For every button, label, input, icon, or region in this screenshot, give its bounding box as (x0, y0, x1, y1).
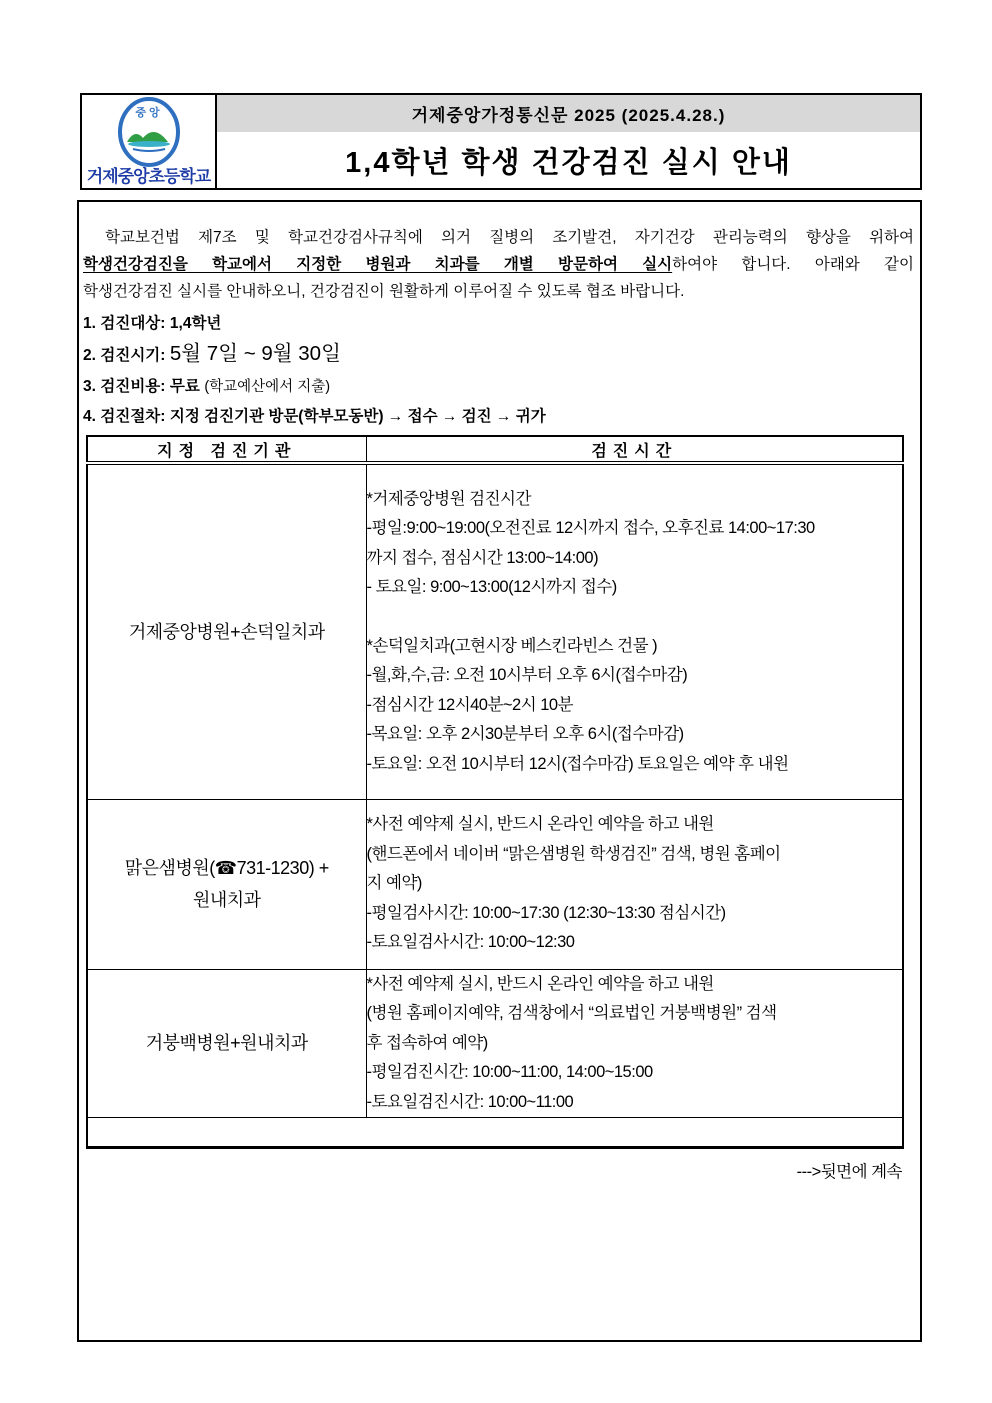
clinic-row (87, 799, 903, 969)
clinic-hours-line: -월,화,수,금: 오전 10시부터 오후 6시(접수마감) (366, 666, 688, 684)
newsletter-line: 거제중앙가정통신문 2025 (2025.4.28.) (217, 95, 920, 132)
item-label: 검진절차: (100, 408, 166, 425)
info-item (83, 309, 916, 338)
intro-line (83, 224, 914, 251)
intro-paragraph (83, 224, 914, 305)
intro-line (83, 251, 914, 278)
item-value: 1,4학년 (169, 315, 222, 332)
item-label: 검진대상: (100, 315, 166, 332)
item-number: 4. (83, 408, 96, 425)
clinic-row (87, 463, 903, 799)
item-value: 5월 7일 ~ 9월 30일 (169, 342, 341, 365)
clinic-hours-line: -평일검사시간: 10:00~17:30 (12:30~13:30 점심시간) (366, 903, 726, 922)
intro-line (83, 278, 914, 305)
intro-text: 학생건강검진 실시를 안내하오니, 건강검진이 원활하게 이루어질 수 있도록 협조 바랍니다. (83, 283, 685, 300)
clinic-hours-line: (병원 홈페이지예약, 검색창에서 “의료법인 거붕백병원” 검색 (366, 1004, 777, 1022)
clinic-hours-line: 지 예약) (366, 874, 422, 893)
header (80, 93, 922, 190)
school-name: 거제중앙초등학교 (86, 167, 211, 186)
clinic-hours-line: -토요일검진시간: 10:00~11:00 (366, 1092, 574, 1111)
page-title: 1,4학년 학생 건강검진 실시 안내 (345, 146, 792, 179)
clinic-hours-line: *손덕일치과(고현시장 베스킨라빈스 건물 ) (366, 636, 658, 655)
item-value: 지정 검진기관 방문(학부모동반) → 접수 → 검진 → 귀가 (169, 408, 546, 425)
intro-text: 하여야 합니다. 아래와 같이 (672, 256, 914, 273)
clinic-name-line: 거붕백병원+원내치과 (145, 1033, 308, 1054)
clinic-hours-cell (366, 463, 903, 799)
school-logo-icon (113, 97, 185, 167)
clinic-hours-line: 까지 접수, 점심시간 13:00~14:00) (366, 548, 599, 567)
clinic-row (87, 969, 903, 1118)
intro-text: 학교보건법 제7조 및 학교건강검사규칙에 의거 질병의 조기발견, 자기건강 관리능력의 향상을 위하여 (105, 229, 914, 246)
clinic-hours-line: -목요일: 오후 2시30분부터 오후 6시(접수마감) (366, 725, 684, 743)
clinic-name-cell (87, 799, 366, 969)
item-label: 검진시기: (100, 347, 166, 364)
clinic-hours-line: *거제중앙병원 검진시간 (366, 489, 531, 508)
clinic-name-cell (87, 463, 366, 799)
clinic-hours-line: -토요일: 오전 10시부터 12시(접수마감) 토요일은 예약 후 내원 (366, 754, 789, 773)
item-value: 무료 (169, 378, 200, 395)
col-header-clinic: 지정 검진기관 (87, 436, 366, 463)
content-box (77, 200, 922, 1342)
item-note: (학교예산에서 지출) (204, 379, 331, 395)
item-number: 3. (83, 378, 96, 395)
clinic-hours-line: - 토요일: 9:00~13:00(12시까지 접수) (366, 578, 617, 596)
item-label: 검진비용: (100, 378, 166, 395)
info-list (83, 309, 916, 431)
info-item (83, 402, 916, 431)
item-number: 1. (83, 315, 96, 332)
empty-row (87, 1118, 903, 1148)
clinic-hours-cell (366, 969, 903, 1118)
item-number: 2. (83, 347, 96, 364)
clinic-table (86, 435, 904, 1149)
clinic-table-header-row (87, 436, 903, 463)
clinic-hours-line: (핸드폰에서 네이버 “맑은샘병원 학생검진” 검색, 병원 홈페이 (366, 844, 781, 863)
clinic-hours-cell (366, 799, 903, 969)
footer-note: --->뒷면에 계속 (796, 1163, 902, 1181)
clinic-hours-line: -평일검진시간: 10:00~11:00, 14:00~15:00 (366, 1063, 653, 1081)
clinic-hours-line: -점심시간 12시40분~2시 10분 (366, 695, 574, 714)
info-item (83, 338, 916, 372)
clinic-hours-line: 후 접속하여 예약) (366, 1033, 488, 1052)
intro-emphasis-text: 학생건강검진을 학교에서 지정한 병원과 치과를 개별 방문하여 실시 (83, 256, 673, 273)
logo-top-text: 중앙 (134, 107, 163, 119)
clinic-name-line: 맑은샘병원(☎731-1230) + (124, 858, 329, 878)
header-right (217, 95, 920, 188)
clinic-hours-line: -토요일검사시간: 10:00~12:30 (366, 933, 575, 952)
clinic-name-cell (87, 969, 366, 1118)
spacer-line (367, 603, 903, 632)
clinic-name-line: 원내치과 (192, 890, 261, 910)
clinic-hours-line: *사전 예약제 실시, 반드시 온라인 예약을 하고 내원 (366, 974, 714, 993)
clinic-hours-line: -평일:9:00~19:00(오전진료 12시까지 접수, 오후진료 14:00~17:30 (366, 519, 815, 537)
clinic-name-line: 거제중앙병원+손덕일치과 (128, 621, 325, 642)
info-item (83, 372, 916, 402)
clinic-hours-line: *사전 예약제 실시, 반드시 온라인 예약을 하고 내원 (366, 815, 714, 834)
col-header-hours: 검진시간 (366, 436, 903, 463)
school-logo-cell (82, 95, 217, 188)
